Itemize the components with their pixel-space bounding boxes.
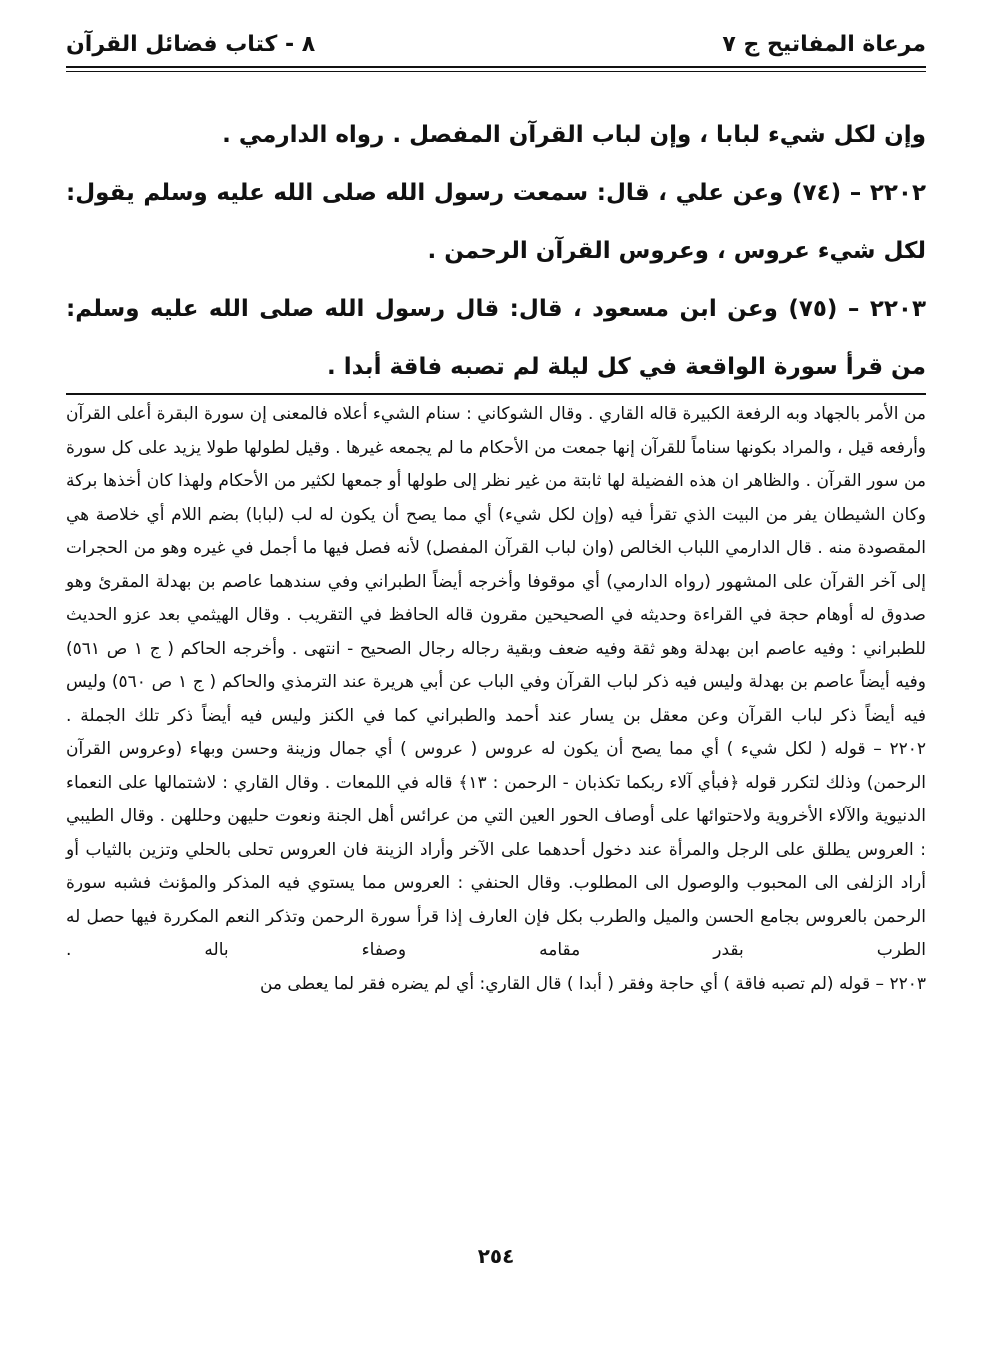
commentary-paragraph: من الأمر بالجهاد وبه الرفعة الكبيرة قاله القاري . وقال الشوكاني : سنام الشيء أعلاه فالمعنى إن سورة البقرة أعلى القرآن وأرفعه قيل ، والمراد بكونها سناماً للقرآن إنها جمعت من الأحكام ما لم يجمعه غيرها . وقيل لطولها طولا يزيد على كل سورة من سور القرآن . والظاهر ان هذه الفضيلة لها ثابتة من غير نظر إلى طولها أو جمعها لكثير من الأحكام ولهذا كان أخذها بركة وكان الشيطان يفر من البيت الذي تقرأ فيه (وإن لكل شيء) أي مما يصح أن يكون له لب (لبابا) بضم اللام أي خلاصة هي المقصودة منه . قال الدارمي اللباب الخالص (وان لباب القرآن المفصل) لأنه فصل فيها ما أجمل في غيره وهو من الحجرات إلى آخر القرآن على المشهور (رواه الدارمي) أي موقوفا وأخرجه أيضاً الطبراني وفي سندهما عاصم بن بهدلة المقرئ وهو صدوق له أوهام حجة في القراءة وحديثه في الصحيحين مقرون قاله الحافظ في التقريب . وقال الهيثمي بعد عزو الحديث للطبراني : وفيه عاصم ابن بهدلة وهو ثقة وفيه ضعف وبقية رجاله رجال الصحيح - انتهى . وأخرجه الحاكم ( ج ١ ص ٥٦١) وفيه أيضاً عاصم بن بهدلة وليس فيه ذكر لباب القرآن وفي الباب عن أبي هريرة عند الترمذي والحاكم ( ج ١ ص ٥٦٠) وليس فيه أيضاً ذكر لباب القرآن وعن معقل بن يسار عند أحمد والطبراني كما في الكنز وليس فيه أيضاً ذكر تلك الجملة . — [66, 404, 926, 726]
hadith-text — [66, 106, 926, 396]
page-number: ٢٥٤ — [477, 1244, 515, 1268]
header-rule — [66, 66, 926, 68]
hadith-2202: ٢٢٠٢ – (٧٤) وعن علي ، قال: سمعت رسول الله صلى الله عليه وسلم يقول: لكل شيء عروس ، وعروس القرآن الرحمن . — [66, 180, 926, 264]
commentary-paragraph: ٢٢٠٢ – قوله ( لكل شيء ) أي مما يصح أن يكون له عروس ( عروس ) أي جمال وزينة وحسن وبهاء (وعروس القرآن الرحمن) وذلك لتكرر قوله ﴿فبأي آلاء ربكما تكذبان - الرحمن : ١٣﴾ قاله في اللمعات . وقال القاري : لاشتمالها على النعماء الدنيوية والآلاء الأخروية ولاحتوائها على أوصاف الحور العين التي من عرائس أهل الجنة ونعوت حليهن وحللهن . وقال الطيبي : العروس يطلق على الرجل والمرأة عند دخول أحدهما على الآخر وأراد الزينة فان العروس تحلى بالحلي وتزين بالثياب أو أراد الزلفى الى المحبوب والوصول الى المطلوب. وقال الحنفي : العروس مما يستوي فيه المذكر والمؤنث فشبه سورة الرحمن بالعروس بجامع الحسن والميل والطرب بكل فإن العارف إذا قرأ سورة الرحمن وتذكر النعم المكررة فيها حصل له الطرب بقدر مقامه وصفاء باله . — [66, 739, 926, 960]
hadith-fragment: وإن لكل شيء لبابا ، وإن لباب القرآن المفصل . رواه الدارمي . — [222, 122, 926, 148]
book-title: مرعاة المفاتيح ج ٧ — [722, 32, 926, 57]
running-header — [66, 28, 926, 64]
header-rule-thin — [66, 71, 926, 72]
commentary — [66, 398, 926, 1001]
footnote-divider — [66, 393, 926, 395]
chapter-title: ٨ - كتاب فضائل القرآن — [66, 32, 316, 57]
commentary-paragraph: ٢٢٠٣ – قوله (لم تصبه فاقة ) أي حاجة وفقر ( أبدا ) قال القاري: أي لم يضره فقر لما يعطى من — [259, 973, 926, 994]
hadith-2203: ٢٢٠٣ – (٧٥) وعن ابن مسعود ، قال: قال رسول الله صلى الله عليه وسلم: من قرأ سورة الواقعة في كل ليلة لم تصبه فاقة أبدا . — [66, 296, 927, 380]
